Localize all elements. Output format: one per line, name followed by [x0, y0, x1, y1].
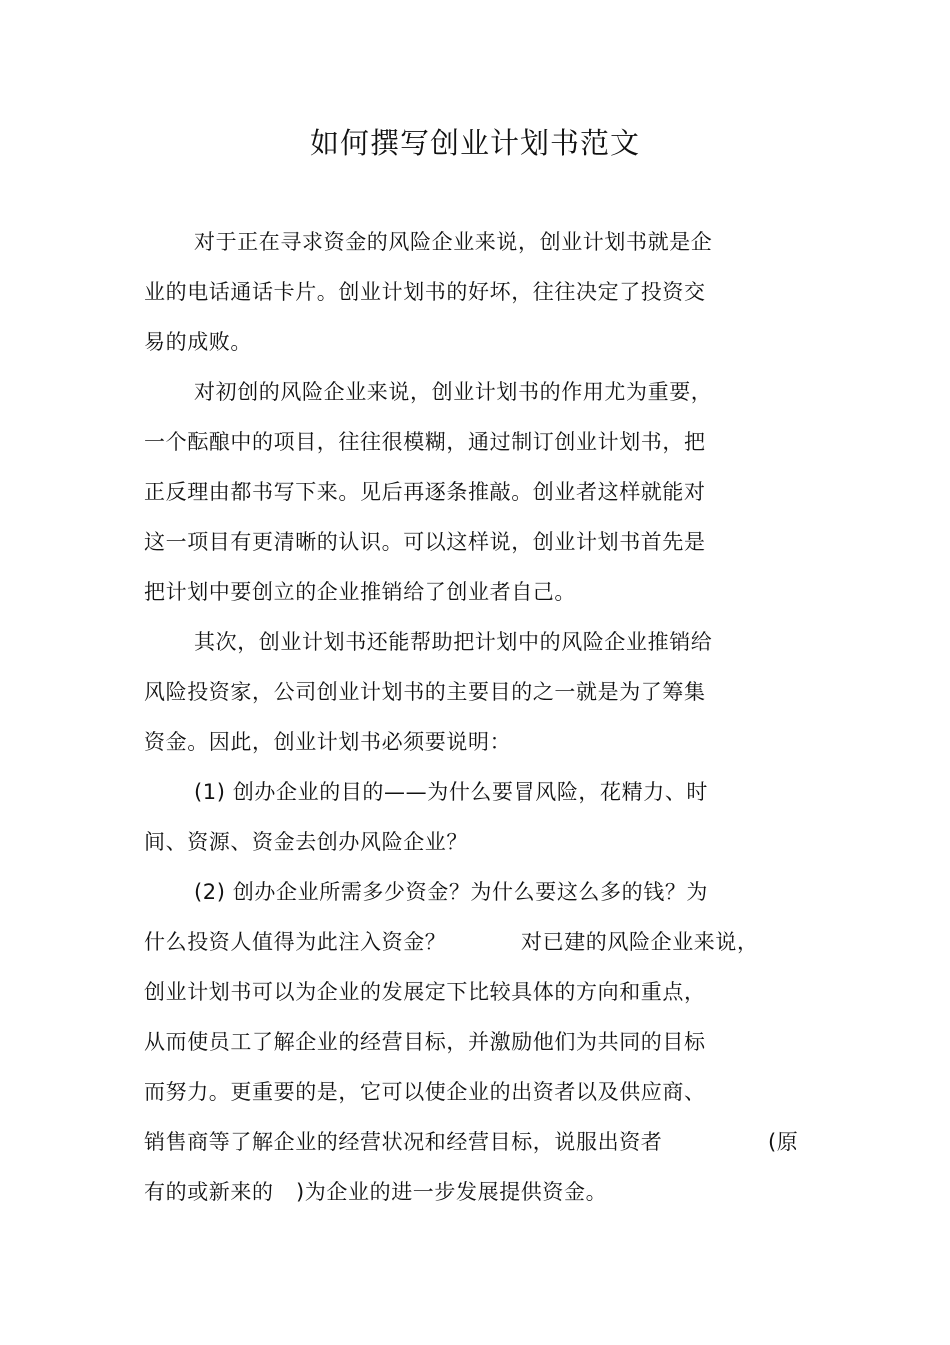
paragraph-fragment: )为企业的进一步发展提供资金。 [296, 1180, 608, 1204]
paragraph-line: 把计划中要创立的企业推销给了创业者自己。 [144, 580, 576, 604]
paragraph-line: 销售商等了解企业的经营状况和经营目标，说服出资者 [144, 1130, 663, 1154]
paragraph-line: 对初创的风险企业来说，创业计划书的作用尤为重要， [194, 380, 713, 404]
paragraph-line: 资金。因此，创业计划书必须要说明： [144, 730, 512, 754]
paragraph-fragment: 有的或新来的 [144, 1180, 274, 1204]
paragraph-line: 创业计划书可以为企业的发展定下比较具体的方向和重点， [144, 980, 706, 1004]
paragraph-line: 从而使员工了解企业的经营目标，并激励他们为共同的目标 [144, 1030, 706, 1054]
list-item-line: (1) 创办企业的目的——为什么要冒风险，花精力、时 [194, 780, 709, 804]
paragraph-line: 这一项目有更清晰的认识。可以这样说，创业计划书首先是 [144, 530, 706, 554]
paragraph-line: 风险投资家，公司创业计划书的主要目的之一就是为了筹集 [144, 680, 706, 704]
document-title: 如何撰写创业计划书范文 [309, 126, 640, 160]
paragraph-line: 易的成败。 [144, 330, 252, 354]
list-item-line: (2) 创办企业所需多少资金？为什么要这么多的钱？为 [194, 880, 709, 904]
paragraph-line: 而努力。更重要的是，它可以使企业的出资者以及供应商、 [144, 1080, 706, 1104]
paragraph-line: 对于正在寻求资金的风险企业来说，创业计划书就是企 [194, 230, 713, 254]
paragraph-fragment: (原 [768, 1130, 799, 1154]
paragraph-line: 正反理由都书写下来。见后再逐条推敲。创业者这样就能对 [144, 480, 706, 504]
paragraph-line: 其次，创业计划书还能帮助把计划中的风险企业推销给 [194, 630, 713, 654]
list-item-line: 什么投资人值得为此注入资金？ [144, 930, 447, 954]
list-item-line: 间、资源、资金去创办风险企业？ [144, 830, 468, 854]
paragraph-line: 一个酝酿中的项目，往往很模糊，通过制订创业计划书，把 [144, 430, 706, 454]
paragraph-line: 对已建的风险企业来说， [521, 930, 759, 954]
paragraph-line: 业的电话通话卡片。创业计划书的好坏，往往决定了投资交 [144, 280, 706, 304]
